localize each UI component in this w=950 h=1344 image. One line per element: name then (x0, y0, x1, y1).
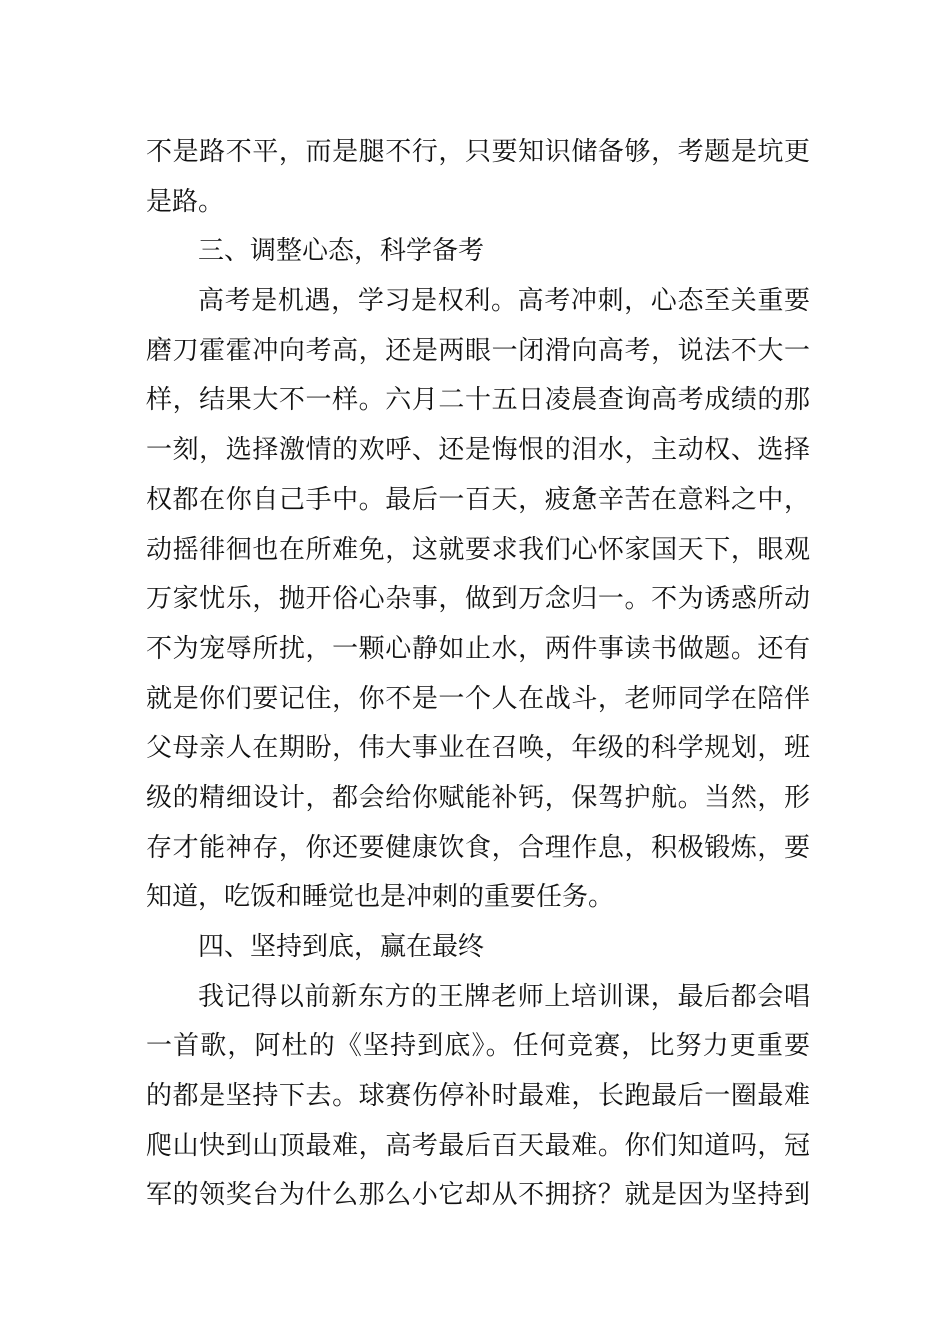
text-line: 磨刀霍霍冲向考高，还是两眼一闭滑向高考，说法不大一 (146, 335, 810, 366)
text-line: 就是你们要记住，你不是一个人在战斗，老师同学在陪伴 (146, 683, 810, 714)
text-line: 爬山快到山顶最难，高考最后百天最难。你们知道吗，冠 (146, 1130, 810, 1161)
body-text (146, 128, 810, 1221)
text-line: 一首歌，阿杜的《坚持到底》。任何竞赛，比努力更重要 (146, 1031, 810, 1062)
text-line: 存才能神存，你还要健康饮食，合理作息，积极锻炼，要 (146, 832, 810, 863)
text-line: 动摇徘徊也在所难免，这就要求我们心怀家国天下，眼观 (146, 534, 810, 565)
text-line: 样，结果大不一样。六月二十五日凌晨查询高考成绩的那 (146, 385, 810, 416)
text-line: 是路。 (146, 186, 225, 217)
text-line: 知道，吃饭和睡觉也是冲刺的重要任务。 (146, 882, 615, 913)
text-line: 万家忧乐，抛开俗心杂事，做到万念归一。不为诱惑所动 (146, 584, 810, 615)
section-heading: 四、坚持到底，赢在最终 (198, 932, 485, 962)
text-line: 不为宠辱所扰，一颗心静如止水，两件事读书做题。还有 (146, 633, 810, 664)
text-line: 军的领奖台为什么那么小它却从不拥挤？就是因为坚持到 (146, 1180, 810, 1211)
section-heading: 三、调整心态，科学备考 (198, 236, 485, 267)
text-line: 的都是坚持下去。球赛伤停补时最难，长跑最后一圈最难 (146, 1081, 810, 1112)
text-line: 父母亲人在期盼，伟大事业在召唤，年级的科学规划，班 (146, 733, 810, 764)
text-line: 权都在你自己手中。最后一百天，疲惫辛苦在意料之中， (146, 484, 810, 515)
text-line: 一刻，选择激情的欢呼、还是悔恨的泪水，主动权、选择 (146, 435, 810, 466)
text-line: 我记得以前新东方的王牌老师上培训课，最后都会唱 (198, 981, 810, 1012)
text-line: 级的精细设计，都会给你赋能补钙，保驾护航。当然，形 (146, 782, 810, 813)
text-line: 不是路不平，而是腿不行，只要知识储备够，考题是坑更 (146, 137, 810, 167)
text-line: 高考是机遇，学习是权利。高考冲刺，心态至关重要 (198, 286, 810, 317)
